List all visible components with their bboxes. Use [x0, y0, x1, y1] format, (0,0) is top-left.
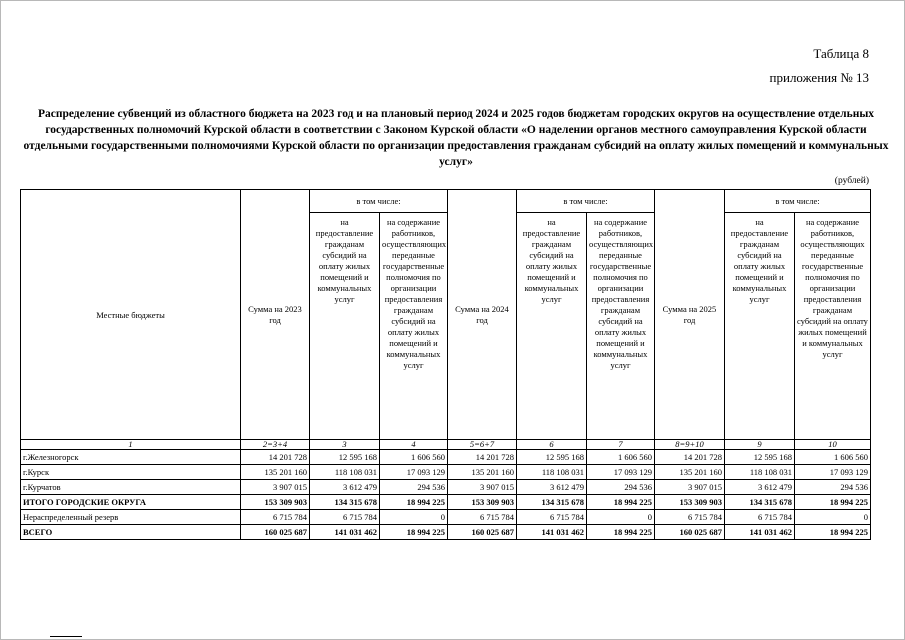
row-value: 3 907 015	[655, 480, 725, 495]
row-value: 6 715 784	[725, 510, 795, 525]
annex-table-number: Таблица 8	[813, 46, 869, 61]
row-value: 6 715 784	[655, 510, 725, 525]
row-value: 17 093 129	[587, 465, 655, 480]
row-value: 160 025 687	[448, 525, 517, 540]
row-value: 141 031 462	[725, 525, 795, 540]
row-budget-name: г.Курчатов	[21, 480, 241, 495]
column-index: 6	[517, 440, 587, 450]
row-value: 153 309 903	[448, 495, 517, 510]
row-budget-name: ВСЕГО	[21, 525, 241, 540]
header-sum-2023: Сумма на 2023 год	[241, 190, 310, 440]
column-index: 10	[795, 440, 871, 450]
row-value: 160 025 687	[655, 525, 725, 540]
row-value: 135 201 160	[655, 465, 725, 480]
row-value: 1 606 560	[795, 450, 871, 465]
row-value: 18 994 225	[795, 495, 871, 510]
row-value: 17 093 129	[795, 465, 871, 480]
annex-appendix-number: приложения № 13	[769, 70, 869, 85]
row-value: 0	[587, 510, 655, 525]
row-value: 6 715 784	[310, 510, 380, 525]
header-local-budgets: Местные бюджеты	[21, 190, 241, 440]
row-value: 153 309 903	[655, 495, 725, 510]
row-value: 134 315 678	[517, 495, 587, 510]
table-row	[21, 450, 871, 465]
table-body	[21, 450, 871, 540]
header-maintenance-2023: на содержание работников, осуществляющих переданные государственные полномочия по организации предоставления гражданам субсидий на оплату жилых помещений и коммунальных услуг	[380, 213, 448, 440]
column-index: 7	[587, 440, 655, 450]
row-value: 18 994 225	[587, 525, 655, 540]
row-value: 294 536	[587, 480, 655, 495]
row-value: 134 315 678	[310, 495, 380, 510]
header-sum-2025: Сумма на 2025 год	[655, 190, 725, 440]
row-value: 6 715 784	[517, 510, 587, 525]
row-budget-name: Нераспределенный резерв	[21, 510, 241, 525]
row-value: 14 201 728	[655, 450, 725, 465]
row-value: 141 031 462	[517, 525, 587, 540]
column-index-row	[21, 440, 871, 450]
row-value: 18 994 225	[587, 495, 655, 510]
row-value: 18 994 225	[380, 525, 448, 540]
column-index: 5=6+7	[448, 440, 517, 450]
row-value: 0	[795, 510, 871, 525]
row-value: 134 315 678	[725, 495, 795, 510]
row-value: 160 025 687	[241, 525, 310, 540]
header-provision-2024: на предоставление гражданам субсидий на оплату жилых помещений и коммунальных услуг	[517, 213, 587, 440]
table-row	[21, 495, 871, 510]
row-value: 6 715 784	[448, 510, 517, 525]
row-value: 153 309 903	[241, 495, 310, 510]
header-including-2023: в том числе:	[310, 190, 448, 213]
header-maintenance-2024: на содержание работников, осуществляющих переданные государственные полномочия по организации предоставления гражданам субсидий на оплату жилых помещений и коммунальных услуг	[587, 213, 655, 440]
row-value: 118 108 031	[517, 465, 587, 480]
row-value: 18 994 225	[795, 525, 871, 540]
row-value: 3 907 015	[448, 480, 517, 495]
column-index: 1	[21, 440, 241, 450]
table-row	[21, 480, 871, 495]
row-value: 141 031 462	[310, 525, 380, 540]
row-value: 294 536	[380, 480, 448, 495]
row-value: 14 201 728	[241, 450, 310, 465]
page-edge-mark	[50, 636, 82, 637]
column-index: 2=3+4	[241, 440, 310, 450]
row-value: 14 201 728	[448, 450, 517, 465]
row-value: 3 612 479	[310, 480, 380, 495]
row-value: 3 612 479	[517, 480, 587, 495]
row-value: 294 536	[795, 480, 871, 495]
column-index: 3	[310, 440, 380, 450]
row-value: 12 595 168	[725, 450, 795, 465]
row-value: 0	[380, 510, 448, 525]
row-value: 6 715 784	[241, 510, 310, 525]
row-budget-name: ИТОГО ГОРОДСКИЕ ОКРУГА	[21, 495, 241, 510]
row-value: 3 612 479	[725, 480, 795, 495]
subvention-table	[20, 189, 871, 540]
header-provision-2023: на предоставление гражданам субсидий на оплату жилых помещений и коммунальных услуг	[310, 213, 380, 440]
row-value: 3 907 015	[241, 480, 310, 495]
column-index: 8=9+10	[655, 440, 725, 450]
row-value: 1 606 560	[587, 450, 655, 465]
row-value: 135 201 160	[241, 465, 310, 480]
units-label: (рублей)	[834, 176, 869, 186]
column-index: 9	[725, 440, 795, 450]
row-value: 118 108 031	[310, 465, 380, 480]
header-including-2025: в том числе:	[725, 190, 871, 213]
row-value: 135 201 160	[448, 465, 517, 480]
row-value: 17 093 129	[380, 465, 448, 480]
document-title: Распределение субвенций из областного бюджета на 2023 год и на плановый период 2024 и 2025 годов бюджетам городских округов на осуществление отдельных государственных полномочий Курской области в соответствии с Законом Курской области «О наделении органов местного самоуправления Курской области отдельными государственными полномочиями Курской области по организации предоставления гражданам субсидий на оплату жилых помещений и коммунальных услуг»	[23, 108, 889, 168]
table-row	[21, 465, 871, 480]
header-provision-2025: на предоставление гражданам субсидий на оплату жилых помещений и коммунальных услуг	[725, 213, 795, 440]
row-value: 18 994 225	[380, 495, 448, 510]
header-maintenance-2025: на содержание работников, осуществляющих переданные государственные полномочия по организации предоставления гражданам субсидий на оплату жилых помещений и коммунальных услуг	[795, 213, 871, 440]
table-row	[21, 510, 871, 525]
row-value: 1 606 560	[380, 450, 448, 465]
header-sum-2024: Сумма на 2024 год	[448, 190, 517, 440]
header-including-2024: в том числе:	[517, 190, 655, 213]
row-value: 118 108 031	[725, 465, 795, 480]
column-index: 4	[380, 440, 448, 450]
row-budget-name: г.Курск	[21, 465, 241, 480]
annex-reference	[770, 42, 869, 90]
row-value: 12 595 168	[310, 450, 380, 465]
row-budget-name: г.Железногорск	[21, 450, 241, 465]
row-value: 12 595 168	[517, 450, 587, 465]
table-row	[21, 525, 871, 540]
